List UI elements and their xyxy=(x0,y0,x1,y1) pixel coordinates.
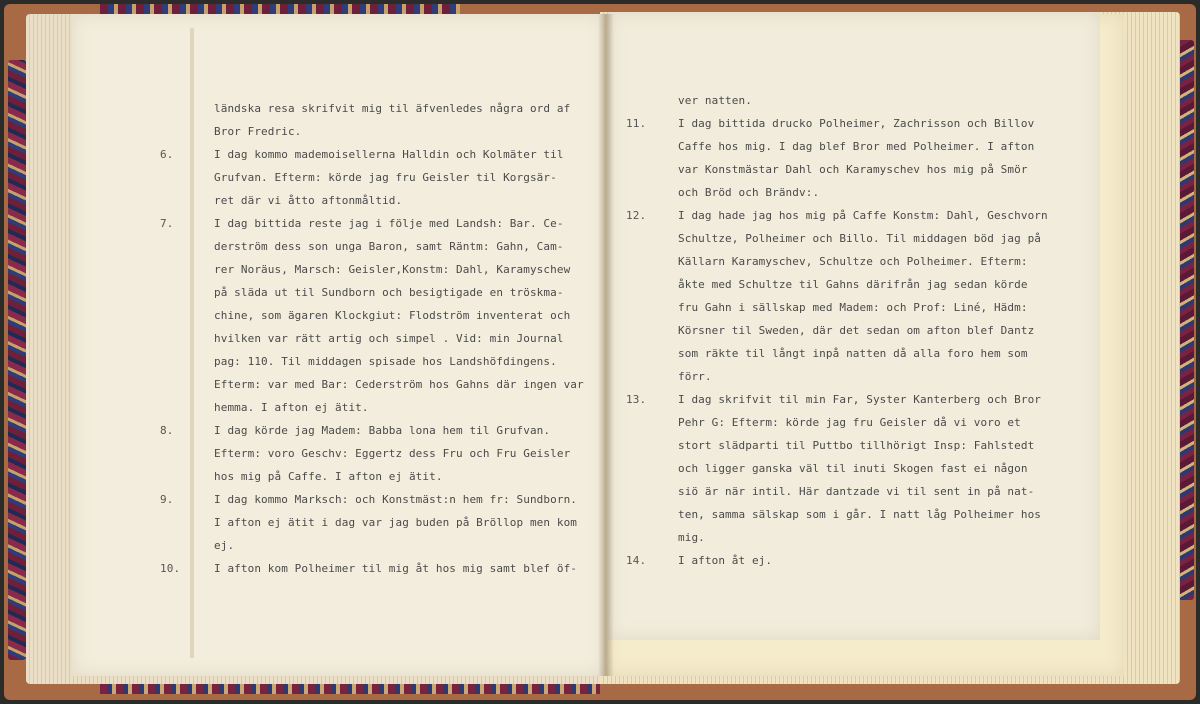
typed-line: Efterm: voro Geschv: Eggertz dess Fru och Fru Geisler xyxy=(214,447,571,460)
typed-line: hemma. I afton ej ätit. xyxy=(214,401,369,414)
entry-date-number: 7. xyxy=(160,217,174,230)
typed-line: stort slädparti til Puttbo tillhörigt Insp: Fahlstedt xyxy=(678,439,1035,452)
typed-line: I dag kommo Marksch: och Konstmäst:n hem fr: Sundborn. xyxy=(214,493,578,506)
entry-date-number: 13. xyxy=(626,393,647,406)
typed-line: I dag körde jag Madem: Babba lona hem til Grufvan. xyxy=(214,424,551,437)
marbled-edge-right xyxy=(1178,40,1194,600)
entry-date-number: 11. xyxy=(626,117,647,130)
entry-date-number: 12. xyxy=(626,209,647,222)
typed-line: I dag kommo mademoisellerna Halldin och Kolmäter til xyxy=(214,148,564,161)
typed-line: var Konstmästar Dahl och Karamyschev hos mig på Smör xyxy=(678,163,1028,176)
entry-date-number: 14. xyxy=(626,554,647,567)
typed-line: på släda ut til Sundborn och besigtigade en tröskma- xyxy=(214,286,564,299)
typed-line: I dag bittida drucko Polheimer, Zachrisson och Billov xyxy=(678,117,1035,130)
typed-line: mig. xyxy=(678,531,705,544)
typed-line: I afton kom Polheimer til mig åt hos mig samt blef öf- xyxy=(214,562,578,575)
entry-date-number: 8. xyxy=(160,424,174,437)
typed-line: förr. xyxy=(678,370,712,383)
typed-line: I dag skrifvit til min Far, Syster Kanterberg och Bror xyxy=(678,393,1042,406)
typed-line: som räkte til långt inpå natten då alla foro hem som xyxy=(678,347,1028,360)
typed-line: ret där vi åtto aftonmåltid. xyxy=(214,194,403,207)
typed-line: Källarn Karamyschev, Schultze och Polheimer. Efterm: xyxy=(678,255,1028,268)
book-gutter xyxy=(598,14,614,676)
typed-line: Efterm: var med Bar: Cederström hos Gahns där ingen var xyxy=(214,378,584,391)
marbled-edge-top xyxy=(100,4,460,14)
typed-line: ej. xyxy=(214,539,235,552)
typed-line: rer Noräus, Marsch: Geisler,Konstm: Dahl, Karamyschew xyxy=(214,263,571,276)
entry-date-number: 10. xyxy=(160,562,181,575)
typed-line: pag: 110. Til middagen spisade hos Landshöfdingens. xyxy=(214,355,557,368)
typed-line: ländska resa skrifvit mig til äfvenledes några ord af xyxy=(214,102,571,115)
typed-line: Bror Fredric. xyxy=(214,125,302,138)
typed-line: chine, som ägaren Klockgiut: Flodström inventerat och xyxy=(214,309,571,322)
marbled-edge-left xyxy=(8,60,26,660)
typed-line: fru Gahn i sällskap med Madem: och Prof: Liné, Hädm: xyxy=(678,301,1028,314)
typed-line: I afton ej ätit i dag var jag buden på Bröllop men kom xyxy=(214,516,578,529)
typed-line: och ligger ganska väl til inuti Skogen fast ei någon xyxy=(678,462,1028,475)
typed-line: Caffe hos mig. I dag blef Bror med Polheimer. I afton xyxy=(678,140,1035,153)
typed-line: åkte med Schultze til Gahns därifrån jag sedan körde xyxy=(678,278,1028,291)
typed-line: I dag bittida reste jag i följe med Landsh: Bar. Ce- xyxy=(214,217,564,230)
typed-line: Körsner til Sweden, där det sedan om afton blef Dantz xyxy=(678,324,1035,337)
typed-line: I dag hade jag hos mig på Caffe Konstm: Dahl, Geschvorn xyxy=(678,209,1048,222)
entry-date-number: 6. xyxy=(160,148,174,161)
typed-line: Pehr G: Efterm: körde jag fru Geisler då vi voro et xyxy=(678,416,1021,429)
typed-line: och Bröd och Brändv:. xyxy=(678,186,820,199)
typed-line: ver natten. xyxy=(678,94,752,107)
typed-line: hvilken var rätt artig och simpel . Vid: min Journal xyxy=(214,332,564,345)
typed-line: derström dess son unga Baron, samt Räntm: Gahn, Cam- xyxy=(214,240,564,253)
typed-line: I afton åt ej. xyxy=(678,554,773,567)
typed-line: siö är när intil. Här dantzade vi til sent in på nat- xyxy=(678,485,1035,498)
typed-line: ten, samma sälskap som i går. I natt låg Polheimer hos xyxy=(678,508,1042,521)
typed-line: hos mig på Caffe. I afton ej ätit. xyxy=(214,470,443,483)
leaf-edge xyxy=(190,28,194,658)
entry-date-number: 9. xyxy=(160,493,174,506)
typed-line: Grufvan. Efterm: körde jag fru Geisler til Korgsär- xyxy=(214,171,557,184)
typed-line: Schultze, Polheimer och Billo. Til middagen böd jag på xyxy=(678,232,1042,245)
